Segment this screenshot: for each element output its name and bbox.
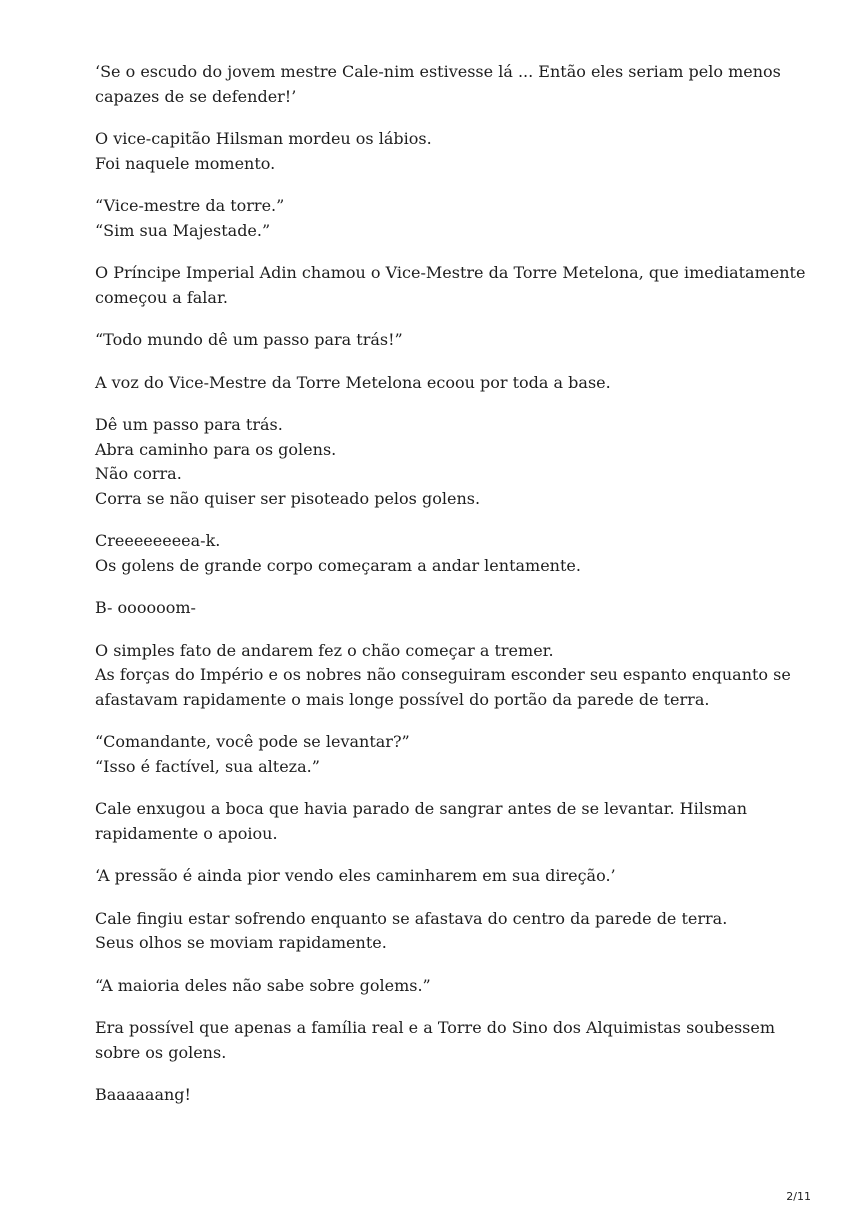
text-line: rapidamente o apoiou. bbox=[95, 823, 278, 843]
text-line: Seus olhos se moviam rapidamente. bbox=[95, 933, 387, 952]
text-line: Foi naquele momento. bbox=[95, 153, 276, 173]
text-line: Abra caminho para os golens. bbox=[95, 439, 337, 459]
paragraph bbox=[95, 328, 795, 353]
paragraph bbox=[95, 907, 795, 956]
text-line: O Príncipe Imperial Adin chamou o Vice-Mestre da Torre Metelona, que imediatamente bbox=[95, 263, 806, 282]
text-line: “Todo mundo dê um passo para trás!” bbox=[95, 330, 403, 349]
text-line: As forças do Império e os nobres não conseguiram esconder seu espanto enquanto se bbox=[95, 665, 791, 684]
text-line: Baaaaaang! bbox=[95, 1085, 191, 1104]
text-line: Corra se não quiser ser pisoteado pelos golens. bbox=[95, 488, 481, 508]
paragraph bbox=[95, 529, 795, 578]
text-line: Os golens de grande corpo começaram a andar lentamente. bbox=[95, 555, 581, 575]
document-body bbox=[95, 60, 806, 1126]
text-line: Dê um passo para trás. bbox=[95, 415, 283, 434]
text-line: começou a falar. bbox=[95, 287, 228, 307]
text-line: “Isso é factível, sua alteza.” bbox=[95, 756, 320, 776]
text-line: ‘Se o escudo do jovem mestre Cale-nim estivesse lá ... Então eles seriam pelo menos bbox=[95, 62, 781, 81]
paragraph bbox=[95, 1083, 795, 1108]
text-line: sobre os golens. bbox=[95, 1042, 227, 1062]
paragraph bbox=[95, 127, 795, 176]
paragraph bbox=[95, 797, 795, 846]
paragraph bbox=[95, 1016, 795, 1065]
paragraph bbox=[95, 60, 795, 109]
text-line: A voz do Vice-Mestre da Torre Metelona ecoou por toda a base. bbox=[95, 372, 611, 392]
paragraph bbox=[95, 596, 795, 621]
text-line: Cale enxugou a boca que havia parado de sangrar antes de se levantar. Hilsman bbox=[95, 799, 748, 818]
paragraph bbox=[95, 864, 795, 889]
page-number: 2/11 bbox=[786, 1190, 811, 1203]
text-line: “Comandante, você pode se levantar?” bbox=[95, 732, 410, 751]
text-line: Cale fingiu estar sofrendo enquanto se afastava do centro da parede de terra. bbox=[95, 908, 728, 928]
paragraph bbox=[95, 194, 795, 243]
text-line: “Sim sua Majestade.” bbox=[95, 220, 271, 240]
text-line: Creeeeeeeea-k. bbox=[95, 531, 221, 550]
text-line: afastavam rapidamente o mais longe possível do portão da parede de terra. bbox=[95, 689, 710, 709]
text-line: B- oooooom- bbox=[95, 598, 196, 617]
paragraph bbox=[95, 974, 795, 999]
text-line: Não corra. bbox=[95, 464, 182, 483]
text-line: Era possível que apenas a família real e a Torre do Sino dos Alquimistas soubessem bbox=[95, 1018, 776, 1037]
paragraph bbox=[95, 261, 806, 310]
text-line: O vice-capitão Hilsman mordeu os lábios. bbox=[95, 129, 432, 148]
text-line: “Vice-mestre da torre.” bbox=[95, 196, 285, 215]
paragraph bbox=[95, 730, 795, 779]
text-line: O simples fato de andarem fez o chão começar a tremer. bbox=[95, 640, 554, 660]
text-line: “A maioria deles não sabe sobre golems.” bbox=[95, 975, 431, 995]
text-line: ‘A pressão é ainda pior vendo eles caminharem em sua direção.’ bbox=[95, 866, 616, 885]
paragraph bbox=[95, 639, 795, 713]
paragraph bbox=[95, 413, 795, 511]
paragraph bbox=[95, 371, 795, 396]
text-line: capazes de se defender!’ bbox=[95, 86, 297, 106]
